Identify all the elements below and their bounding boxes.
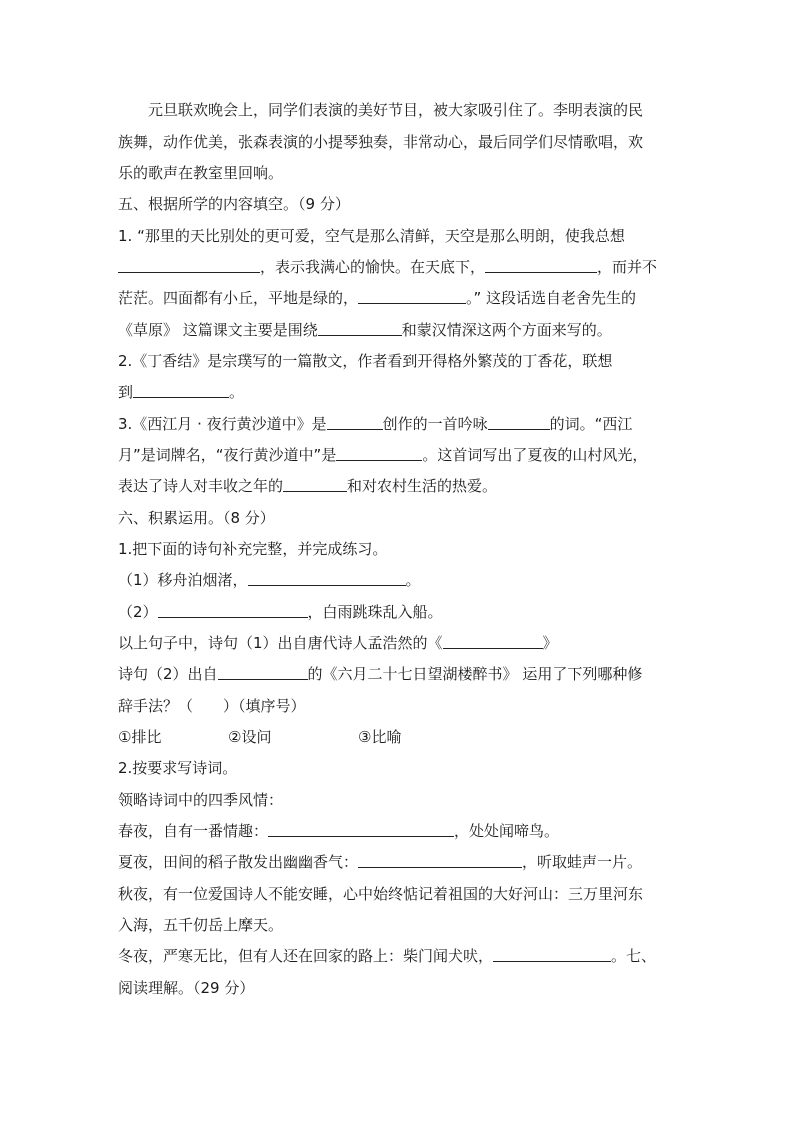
s5-q1-line-1: 1. “那里的天比别处的更可爱，空气是那么清鲜，天空是那么明朗，使我总想 (118, 227, 625, 245)
s6-q1-poem-1: （1）移舟泊烟渚， 。 (118, 571, 421, 589)
s5-q3-line-2: 月”是词牌名，“夜行黄沙道中”是 。这首词写出了夏夜的山村风光， (118, 446, 648, 464)
answer-blank[interactable] (443, 633, 543, 649)
s6-q1-source-2: 诗句（2）出自 的《六月二十七日望湖楼醉书》 运用了下列哪种修 (118, 665, 643, 683)
s5-q1-line-2: ，表示我满心的愉快。在天底下， ，而并不 (118, 257, 678, 277)
answer-blank[interactable] (268, 821, 454, 837)
section-seven-heading: 阅读理解。（29 分） (118, 979, 255, 997)
section-six-heading: 六、积累运用。（8 分） (118, 509, 275, 527)
answer-blank[interactable] (133, 382, 229, 398)
answer-blank[interactable] (488, 414, 550, 430)
summer-line: 夏夜，田间的稻子散发出幽幽香气： ，听取蛙声一片。 (118, 853, 643, 871)
s6-q1-poem-2: （2） ，白雨跳珠乱入船。 (118, 603, 443, 621)
s5-q3-line-3: 表达了诗人对丰收之年的 和对农村生活的热爱。 (118, 477, 498, 495)
autumn-line-1: 秋夜，有一位爱国诗人不能安睡，心中始终惦记着祖国的大好河山：三万里河东 (118, 885, 644, 903)
answer-blank[interactable] (336, 445, 422, 461)
s5-q1-line-4: 《草原》 这篇课文主要是围绕 和蒙汉情深这两个方面来写的。 (118, 321, 612, 339)
winter-line: 冬夜，严寒无比，但有人还在回家的路上：柴门闻犬吠， 。七、 (118, 947, 657, 965)
option-1[interactable]: ①排比 (118, 728, 162, 746)
passage-line-1: 元旦联欢晚会上，同学们表演的美好节目，被大家吸引住了。李明表演的民 (148, 101, 644, 119)
answer-blank[interactable] (248, 570, 406, 586)
s6-q1-source-1: 以上句子中，诗句（1）出自唐代诗人孟浩然的《 》 (118, 634, 558, 652)
s6-q1-question: 辞手法？（ ）（填序号） (118, 697, 306, 715)
answer-blank[interactable] (485, 257, 597, 273)
passage-line-3: 乐的歌声在教室里回响。 (118, 164, 284, 182)
s5-q3-line-1: 3.《西江月 · 夜行黄沙道中》是 创作的一首吟咏 的词。“西江 (118, 415, 633, 433)
s5-q2-line-1: 2.《丁香结》是宗璞写的一篇散文，作者看到开得格外繁茂的丁香花，联想 (118, 352, 613, 370)
spring-line: 春夜，自有一番情趣： ，处处闻啼鸟。 (118, 822, 560, 840)
s6-q1-options (118, 727, 678, 747)
option-2[interactable]: ②设问 (228, 728, 272, 746)
s5-q1-line-3: 茫茫。四面都有小丘，平地是绿的， 。” 这段话选自老舍先生的 (118, 289, 637, 307)
option-3[interactable]: ③比喻 (358, 728, 402, 746)
s6-q2-intro: 领略诗词中的四季风情： (118, 791, 284, 809)
answer-blank[interactable] (218, 664, 308, 680)
answer-blank[interactable] (493, 946, 611, 962)
answer-blank[interactable] (358, 852, 522, 868)
section-five-heading: 五、根据所学的内容填空。（9 分） (118, 195, 350, 213)
answer-blank[interactable] (118, 257, 260, 273)
answer-blank[interactable] (158, 602, 308, 618)
answer-blank[interactable] (327, 414, 383, 430)
s6-q2-title: 2.按要求写诗词。 (118, 759, 238, 777)
s6-q1-title: 1.把下面的诗句补充完整，并完成练习。 (118, 540, 388, 558)
s5-q2-line-2: 到 。 (118, 383, 245, 401)
autumn-line-2: 入海，五千仞岳上摩天。 (118, 916, 284, 934)
passage-line-2: 族舞，动作优美，张森表演的小提琴独奏，非常动心，最后同学们尽情歌唱，欢 (118, 133, 644, 151)
answer-blank[interactable] (283, 476, 347, 492)
answer-blank[interactable] (358, 288, 466, 304)
answer-blank[interactable] (318, 320, 402, 336)
